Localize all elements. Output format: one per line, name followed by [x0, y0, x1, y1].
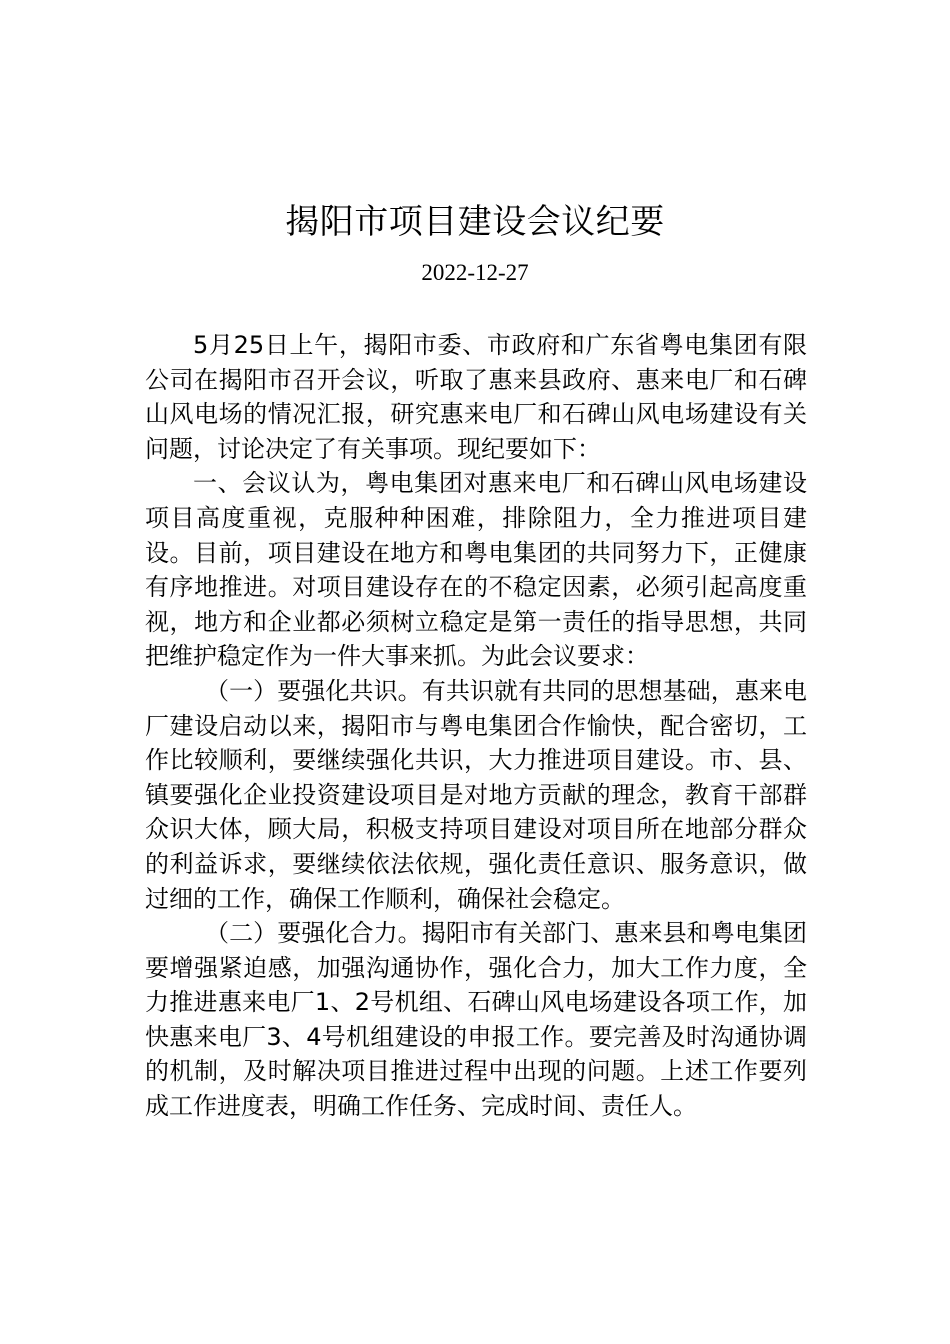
document-body — [145, 328, 807, 1124]
document-title: 揭阳市项目建设会议纪要 — [285, 202, 665, 242]
paragraph-intro: 5月25日上午，揭阳市委、市政府和广东省粤电集团有限公司在揭阳市召开会议，听取了惠来县政府、惠来电厂和石碑山风电场的情况汇报，研究惠来电厂和石碑山风电场建设有关问题，讨论决定了有关事项。现纪要如下： — [145, 331, 807, 463]
paragraph-item-two: （二）要强化合力。揭阳市有关部门、惠来县和粤电集团要增强紧迫感，加强沟通协作，强化合力，加大工作力度，全力推进惠来电厂1、2号机组、石碑山风电场建设各项工作，加快惠来电厂3、4号机组建设的申报工作。要完善及时沟通协调的机制，及时解决项目推进过程中出现的问题。上述工作要列成工作进度表，明确工作任务、完成时间、责任人。 — [145, 919, 807, 1121]
paragraph-section-one: 一、会议认为，粤电集团对惠来电厂和石碑山风电场建设项目高度重视，克服种种困难，排除阻力，全力推进项目建设。目前，项目建设在地方和粤电集团的共同努力下，正健康有序地推进。对项目建设存在的不稳定因素，必须引起高度重视，地方和企业都必须树立稳定是第一责任的指导思想，共同把维护稳定作为一件大事来抓。为此会议要求： — [145, 469, 807, 671]
paragraph-item-one: （一）要强化共识。有共识就有共同的思想基础，惠来电厂建设启动以来，揭阳市与粤电集团合作愉快，配合密切，工作比较顺利，要继续强化共识，大力推进项目建设。市、县、镇要强化企业投资建设项目是对地方贡献的理念，教育干部群众识大体，顾大局，积极支持项目建设对项目所在地部分群众的利益诉求，要继续依法依规，强化责任意识、服务意识，做过细的工作，确保工作顺利，确保社会稳定。 — [145, 676, 807, 913]
document-date: 2022-12-27 — [421, 260, 529, 285]
